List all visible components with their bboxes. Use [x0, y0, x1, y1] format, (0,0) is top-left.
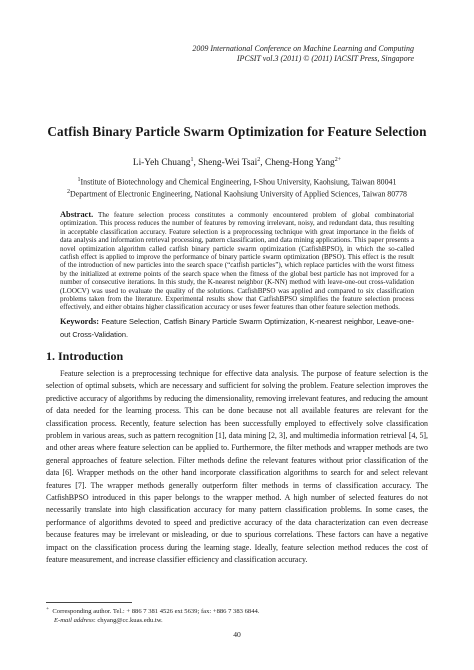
author-sup: 1	[190, 157, 194, 163]
section-body	[46, 368, 428, 567]
abstract-text: The feature selection process constitutes a commonly encountered problem of global combinatorial optimization. This process reduces the number of features by removing irrelevant, noisy, and redundant data, thus resulting in acceptable classification accuracy. Feature selection is a preprocessing technique with great importance in the fields of data analysis and information retrieval processing, pattern classification, and data mining applications. This paper presents a novel optimization algorithm called catfish binary particle swarm optimization (CatfishBPSO), in which the so-called catfish effect is applied to improve the performance of binary particle swarm optimization (BPSO). This effect is the result of the introduction of new particles into the search space (“catfish particles”), which replace particles with the worst fitness by the initialized at extreme points of the search space when the fitness of the global best particle has not improved for a number of consecutive iterations. In this study, the K-nearest neighbor (K-NN) method with leave-one-out cross-validation (LOOCV) was used to evaluate the quality of the solutions. CatfishBPSO was applied and compared to six classification problems taken from the literature. Experimental results show that CatfishBPSO simplifies the feature selection process effectively, and either obtains higher classification accuracy or uses fewer features than other feature selection methods.	[60, 211, 414, 312]
conference-name: 2009 International Conference on Machine Learning and Computing	[192, 44, 414, 53]
footnote	[46, 605, 428, 626]
keywords-label: Keywords:	[60, 317, 100, 326]
abstract-label: Abstract.	[60, 210, 94, 219]
affiliation-sup: 2	[67, 189, 70, 195]
keywords-text: Feature Selection, Catfish Binary Particle Swarm Optimization, K-nearest neighbor, Leave-one-out Cross-Validation.	[60, 317, 414, 339]
affiliation-text: Institute of Biotechnology and Chemical Engineering, I-Shou University, Kaohsiung, Taiwan 80041	[80, 177, 397, 187]
author-sup: 2	[257, 157, 261, 163]
author-name: Cheng-Hong Yang	[264, 158, 335, 169]
affiliation-sup: 1	[77, 177, 81, 183]
conference-volume: IPCSIT vol.3 (2011) © (2011) IACSIT Press, Singapore	[236, 54, 414, 63]
affiliation	[30, 175, 444, 188]
keywords	[60, 316, 414, 342]
body-paragraph: Feature selection is a preprocessing technique for effective data analysis. The purpose of feature selection is the selection of optimal subsets, which are necessary and sufficient for solving the problem. Feature selection improves the predictive accuracy of algorithms by reducing the dimensionality, removing irrelevant features, and reducing the amount of data needed for the learning process. This can be done because not all available features are relevant for the classification process. Recently, feature selection has been successfully employed to effectively solve classification problem in various areas, such as pattern recognition [1], data mining [2, 3], and multimedia information retrieval [4, 5], and other areas where feature selection can be applied to. Furthermore, the filter methods and wrapper methods are two general approaches of feature selection. Filter methods define the relevant features without prior classification of the data [6]. Wrapper methods on the other hand incorporate classification algorithms to search for and select relevant features [7]. The wrapper methods generally outperform filter methods in terms of classification accuracy. The CatfishBPSO introduced in this paper belongs to the wrapper method. A high number of selected features do not necessarily translate into high classification accuracy for many pattern classification problems. In some cases, the performance of algorithms devoted to speed and predictive accuracy of the data characterization can even decrease because features may be irrelevant or misleading, or due to spurious correlations. These factors can have a negative impact on the classification process during the learning stage. Ideally, feature selection method reduces the cost of feature measurement, and increase classifier efficiency and classification accuracy.	[46, 369, 428, 565]
footnote-divider	[46, 602, 132, 603]
abstract	[60, 211, 414, 312]
footnote-contact: Corresponding author. Tel.: + 886 7 381 4526 ext 5639; fax: +886 7 383 6844.	[52, 608, 260, 616]
affiliation-text: Department of Electronic Engineering, National Kaohsiung University of Applied Sciences, Taiwan 80778	[70, 189, 407, 199]
affiliation	[30, 187, 444, 200]
footnote-email: : chyang@cc.kuas.edu.tw.	[93, 616, 163, 624]
author-sup: 2+	[334, 157, 342, 163]
author-list: Li-Yeh Chuang$^1$, Sheng-Wei Tsai$^2$, Cheng-Hong Yang$^{2+}$	[132, 157, 342, 169]
author-name: Li-Yeh Chuang	[132, 158, 191, 169]
footnote-email-label: E-mail address	[54, 616, 94, 624]
section-heading: 1. Introduction	[46, 349, 124, 363]
author-name: Sheng-Wei Tsai	[198, 158, 258, 169]
conference-header	[192, 44, 414, 64]
page-number: 40	[233, 630, 241, 639]
paper-title: Catfish Binary Particle Swarm Optimization for Feature Selection	[47, 124, 427, 139]
footnote-marker: +	[46, 606, 50, 612]
